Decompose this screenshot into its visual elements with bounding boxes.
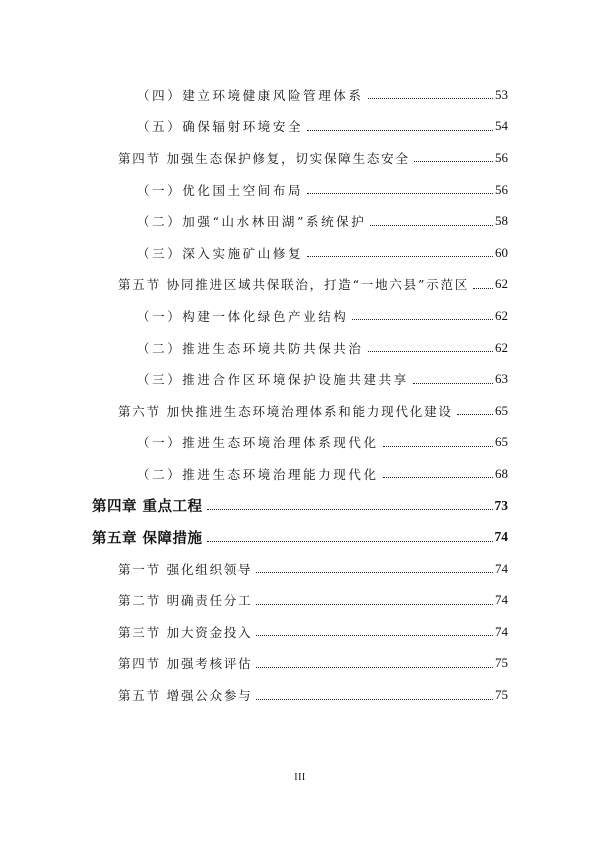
toc-subsection-entry[interactable]	[0, 237, 600, 269]
toc-entry-page: 74	[495, 592, 508, 608]
toc-subsection-entry[interactable]	[0, 458, 600, 490]
table-of-contents	[0, 79, 600, 711]
toc-entry-title: （一）构建一体化绿色产业结构	[137, 307, 351, 325]
toc-entry-page: 62	[495, 339, 508, 355]
toc-entry-title: 第四节 加强考核评估	[118, 654, 255, 672]
toc-section-entry[interactable]	[0, 395, 600, 427]
toc-entry-page: 75	[495, 687, 508, 703]
dot-leader	[256, 667, 493, 668]
toc-entry-title: 第五节 协同推进区域共保联治，打造“一地六县”示范区	[118, 275, 472, 293]
toc-subsection-entry[interactable]	[0, 363, 600, 395]
toc-entry-page: 73	[494, 497, 508, 513]
toc-entry-page: 56	[495, 149, 508, 165]
toc-entry-page: 53	[495, 86, 508, 102]
dot-leader	[368, 98, 493, 99]
toc-entry-title: 第四章 重点工程	[92, 495, 206, 516]
dot-leader	[414, 161, 493, 162]
toc-section-entry[interactable]	[0, 142, 600, 174]
toc-entry-title: （二）推进生态环境共防共保共治	[137, 339, 367, 357]
toc-subsection-entry[interactable]	[0, 79, 600, 111]
dot-leader	[457, 414, 493, 415]
toc-entry-title: 第六节 加快推进生态环境治理体系和能力现代化建设	[118, 402, 456, 420]
toc-entry-page: 65	[495, 434, 508, 450]
toc-entry-title: 第三节 加大资金投入	[118, 623, 255, 641]
toc-entry-page: 74	[495, 560, 508, 576]
toc-entry-page: 68	[495, 465, 508, 481]
toc-subsection-entry[interactable]	[0, 174, 600, 206]
toc-entry-page: 56	[495, 181, 508, 197]
toc-entry-title: （四）建立环境健康风险管理体系	[137, 86, 367, 104]
dot-leader	[307, 193, 493, 194]
toc-section-entry[interactable]	[0, 679, 600, 711]
toc-subsection-entry[interactable]	[0, 332, 600, 364]
dot-leader	[368, 351, 493, 352]
toc-entry-page: 63	[495, 371, 508, 387]
dot-leader	[307, 130, 493, 131]
dot-leader	[413, 383, 493, 384]
toc-entry-title: 第二节 明确责任分工	[118, 591, 255, 609]
toc-chapter-entry[interactable]	[0, 490, 600, 522]
toc-section-entry[interactable]	[0, 585, 600, 617]
dot-leader	[383, 477, 493, 478]
dot-leader	[473, 288, 493, 289]
toc-entry-title: （一）推进生态环境治理体系现代化	[137, 433, 382, 451]
toc-subsection-entry[interactable]	[0, 111, 600, 143]
dot-leader	[207, 509, 493, 510]
toc-entry-title: （二）推进生态环境治理能力现代化	[137, 465, 382, 483]
dot-leader	[307, 256, 493, 257]
toc-entry-title: 第一节 强化组织领导	[118, 560, 255, 578]
toc-entry-title: 第五节 增强公众参与	[118, 686, 255, 704]
toc-entry-title: （一）优化国土空间布局	[137, 181, 306, 199]
toc-subsection-entry[interactable]	[0, 300, 600, 332]
toc-entry-page: 65	[495, 402, 508, 418]
toc-entry-title: 第五章 保障措施	[92, 527, 206, 548]
toc-entry-page: 74	[494, 529, 508, 545]
toc-entry-page: 75	[495, 655, 508, 671]
toc-entry-page: 54	[495, 118, 508, 134]
toc-entry-title: （五）确保辐射环境安全	[137, 117, 306, 135]
toc-entry-page: 62	[495, 276, 508, 292]
dot-leader	[256, 572, 493, 573]
toc-entry-page: 62	[495, 307, 508, 323]
toc-entry-title: （二）加强“山水林田湖”系统保护	[137, 212, 369, 230]
dot-leader	[256, 635, 493, 636]
toc-section-entry[interactable]	[0, 269, 600, 301]
toc-entry-title: 第四节 加强生态保护修复，切实保障生态安全	[118, 149, 413, 167]
toc-entry-page: 60	[495, 244, 508, 260]
toc-entry-title: （三）深入实施矿山修复	[137, 244, 306, 262]
toc-section-entry[interactable]	[0, 648, 600, 680]
toc-section-entry[interactable]	[0, 553, 600, 585]
dot-leader	[256, 699, 493, 700]
toc-subsection-entry[interactable]	[0, 427, 600, 459]
toc-section-entry[interactable]	[0, 616, 600, 648]
toc-subsection-entry[interactable]	[0, 205, 600, 237]
toc-entry-title: （三）推进合作区环境保护设施共建共享	[137, 370, 412, 388]
toc-chapter-entry[interactable]	[0, 521, 600, 553]
dot-leader	[352, 319, 493, 320]
dot-leader	[370, 225, 493, 226]
toc-entry-page: 58	[495, 213, 508, 229]
page-number: III	[294, 772, 306, 783]
dot-leader	[256, 604, 493, 605]
dot-leader	[383, 446, 493, 447]
dot-leader	[207, 541, 493, 542]
toc-entry-page: 74	[495, 623, 508, 639]
